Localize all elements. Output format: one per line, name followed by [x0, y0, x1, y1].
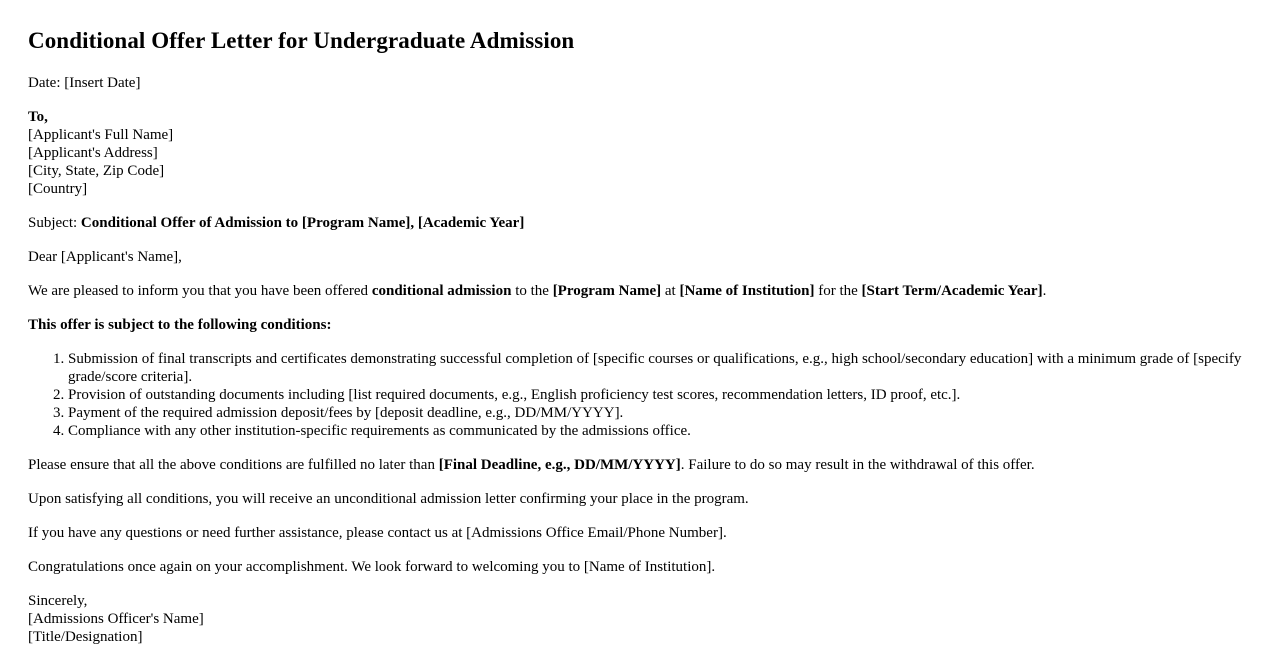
- congrats-paragraph: Congratulations once again on your accomplishment. We look forward to welcoming you to [Name of Institution].: [28, 559, 716, 575]
- recipient-address: [Applicant's Address]: [28, 145, 158, 161]
- intro-bold-admission: conditional admission: [371, 283, 512, 299]
- conditions-heading: This offer is subject to the following conditions:: [28, 317, 332, 333]
- letter-title: Conditional Offer Letter for Undergraduate Admission: [28, 28, 575, 53]
- condition-item: 4. Compliance with any other institution-specific requirements as communicated by the admissions office.: [68, 422, 1250, 440]
- recipient-to-label: To,: [28, 109, 48, 125]
- conditions-list: [28, 350, 1250, 440]
- deadline-paragraph: Please ensure that all the above conditions are fulfilled no later than [Final Deadline, e.g., DD/MM/YYYY]. Failure to do so may result in the withdrawal of this offer.: [28, 457, 1035, 473]
- date-line: Date: [Insert Date]: [28, 75, 141, 91]
- recipient-country: [Country]: [28, 181, 88, 197]
- recipient-city: [City, State, Zip Code]: [28, 163, 165, 179]
- intro-bold-term: [Start Term/Academic Year]: [861, 283, 1043, 299]
- greeting: Dear [Applicant's Name],: [28, 249, 182, 265]
- unconditional-note: Upon satisfying all conditions, you will receive an unconditional admission letter confirming your place in the program.: [28, 491, 749, 507]
- subject-line: [28, 214, 1250, 232]
- signature-title: [Title/Designation]: [28, 629, 143, 645]
- recipient-name: [Applicant's Full Name]: [28, 127, 174, 143]
- signature-closing: Sincerely,: [28, 593, 88, 609]
- deadline-bold: [Final Deadline, e.g., DD/MM/YYYY]: [438, 457, 681, 473]
- intro-paragraph: We are pleased to inform you that you have been offered conditional admission to the [Program Name] at [Name of Institution] for the [Start Term/Academic Year].: [28, 283, 1047, 299]
- signature-block: [28, 592, 1250, 646]
- contact-note: If you have any questions or need further assistance, please contact us at [Admissions Office Email/Phone Number].: [28, 525, 727, 541]
- condition-item: 1. Submission of final transcripts and certificates demonstrating successful completion of [specific courses or qualifications, e.g., high school/secondary education] with a minimum grade of [specify grade/score criteria].: [68, 350, 1250, 386]
- subject-label: Subject:: [28, 215, 81, 231]
- intro-bold-program: [Program Name]: [552, 283, 662, 299]
- subject-text: Conditional Offer of Admission to [Program Name], [Academic Year]: [80, 215, 525, 231]
- condition-item: 2. Provision of outstanding documents including [list required documents, e.g., English proficiency test scores, recommendation letters, ID proof, etc.].: [68, 386, 1250, 404]
- condition-item: 3. Payment of the required admission deposit/fees by [deposit deadline, e.g., DD/MM/YYYY].: [68, 404, 1250, 422]
- signature-name: [Admissions Officer's Name]: [28, 611, 204, 627]
- intro-bold-institution: [Name of Institution]: [679, 283, 815, 299]
- recipient-block: [28, 108, 1250, 198]
